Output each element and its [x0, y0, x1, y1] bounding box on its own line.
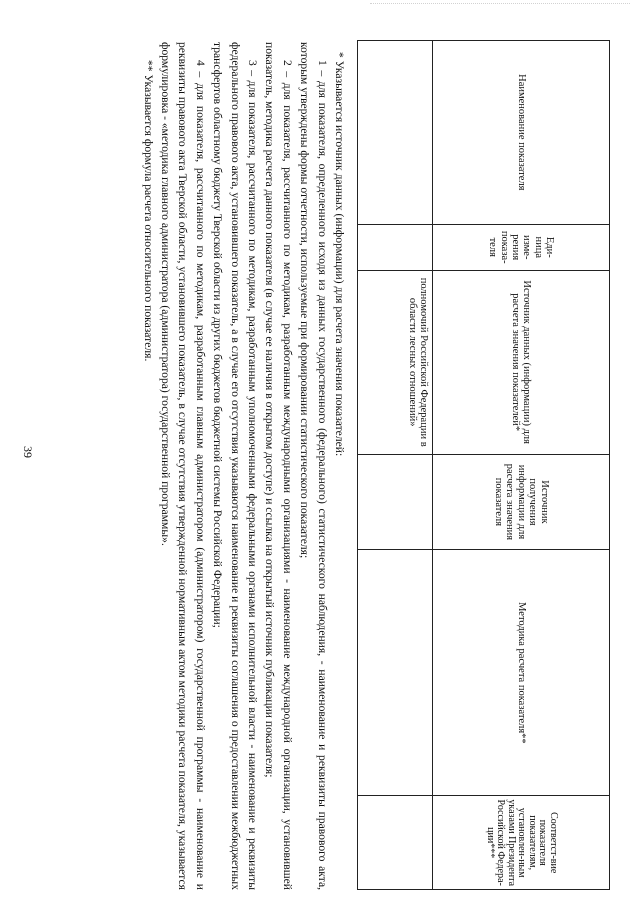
cell-indicator-name — [358, 41, 433, 225]
header-method: Методика расчета показателя** — [433, 550, 610, 796]
footnote-item-4: 4 – для показателя, рассчитанного по методикам, разработанным главным администратором (администратором) государственной программы - наименование и реквизиты правового акта Тверской области, установившего показатель, в случае отсутствия утвержденной нормативным актом методики расчета показателя, указывается формулировка - «методика главного администратора (администратора) государственной программы». — [158, 42, 207, 890]
footnotes — [139, 42, 348, 890]
cell-info-source — [358, 454, 433, 550]
header-unit: Еди-ница изме-рения показа-теля — [433, 224, 610, 270]
footnote-heading: * Указывается источник данных (информации) для расчета значения показателей: — [333, 52, 346, 457]
page-number: 39 — [21, 446, 35, 458]
footnote-item-3: 3 – для показателя, рассчитанного по методикам, разработанным уполномоченными федеральными органами исполнительной власти - наименование и реквизиты федерального правового акта, установившего показатель, а в случае его отсутствия указываются наименование и реквизиты соглашения о предоставлении межбюджетных трансфертов областному бюджету Тверской области из других бюджетов бюджетной системы Российской Федерации; — [211, 42, 259, 890]
header-indicator-name: Наименование показателя — [433, 41, 610, 225]
indicators-table — [357, 40, 610, 890]
footnote-double-asterisk: ** Указывается формула расчета относительного показателя. — [141, 60, 155, 362]
header-info-source: Источник получения информации для расчета значения показателя — [433, 454, 610, 550]
header-data-source: Источник данных (информации) для расчета значения показателей* — [433, 270, 610, 454]
header-conformity: Соответст-вие показателя показателям, установлен-ным указами Президента Российской Федера-ции*** — [433, 796, 610, 890]
table-header-row — [433, 41, 610, 890]
cell-conformity — [358, 796, 433, 890]
rotated-landscape-sheet — [90, 40, 610, 890]
cell-data-source: полномочий Российской Федерации в области лесных отношений» — [358, 270, 433, 454]
table-row — [358, 41, 433, 890]
footnote-item-2: 2 – для показателя, рассчитанного по методикам, разработанным международными организациями - наименование международной организации, установившей показатель, методика расчета данного показателя (в случае ее наличия в открытом доступе) и ссылка на открытый источник публикации показателя; — [263, 42, 294, 890]
footnote-item-1: 1 – для показателя, определенного исходя из данных государственного (федерального) статистического наблюдения, - наименование и реквизиты правового акта, которым утверждены формы отчетности, используемые при формировании статистического показателя; — [298, 42, 329, 890]
cell-unit — [358, 224, 433, 270]
cell-method — [358, 550, 433, 796]
scan-artifact-line — [370, 3, 630, 7]
